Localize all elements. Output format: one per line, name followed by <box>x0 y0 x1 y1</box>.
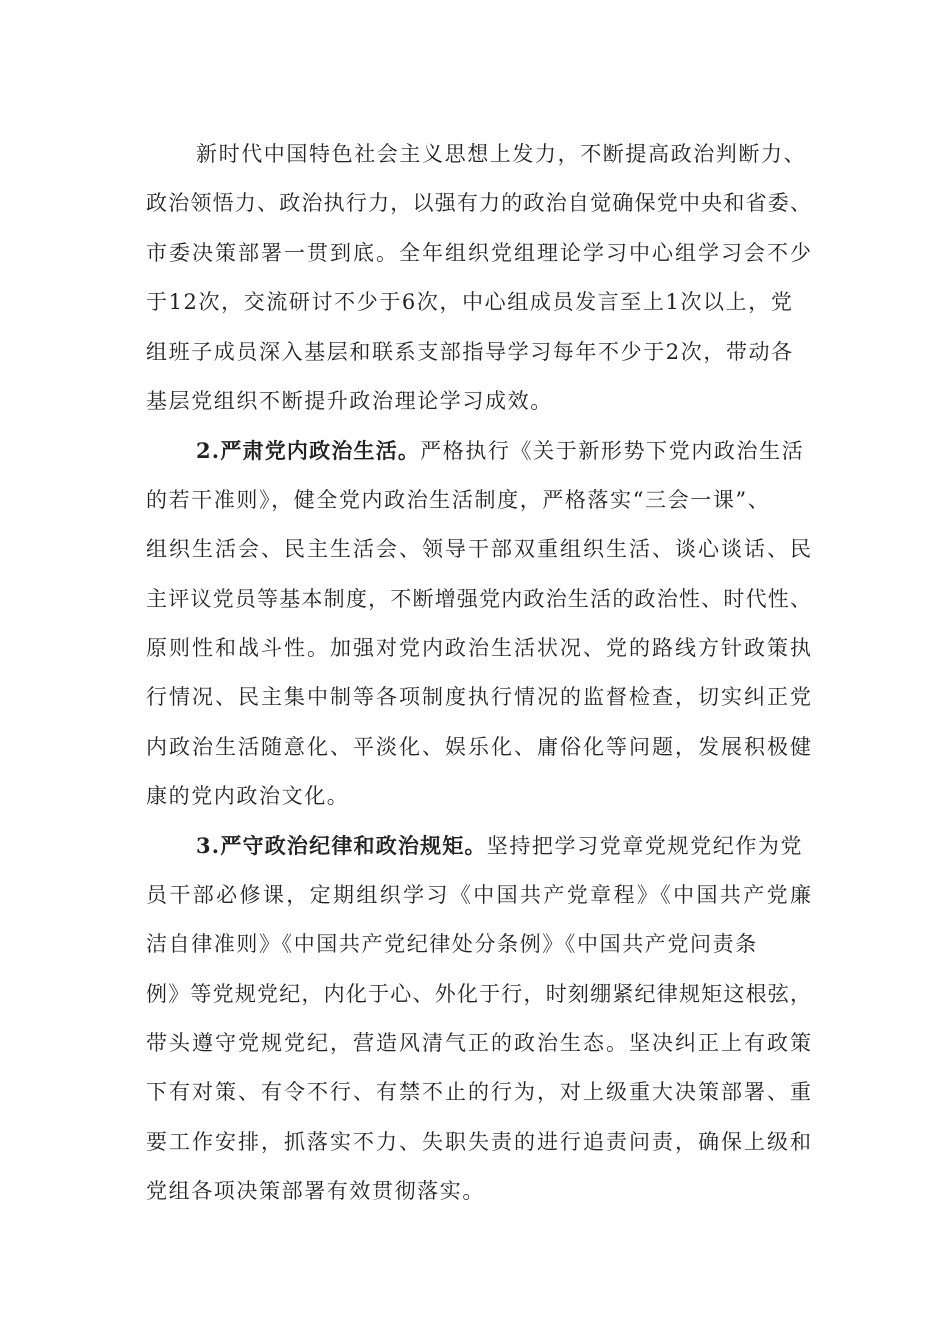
line-text: 原则性和战斗性。加强对党内政治生活状况、党的路线方针政策执 <box>146 635 811 660</box>
text-line <box>146 476 811 525</box>
line-text: 的若干准则》，健全党内政治生活制度，严格落实“三会一课”、 <box>146 487 771 512</box>
line-text: 坚持把学习党章党规党纪作为党 <box>486 834 804 859</box>
line-text: 康的党内政治文化。 <box>146 784 350 809</box>
line-text: 要工作安排，抓落实不力、失职失责的进行追责问责，确保上级和 <box>146 1129 811 1154</box>
line-text: 严格执行《关于新形势下党内政治生活 <box>420 439 805 464</box>
line-text: 党组各项决策部署有效贯彻落实。 <box>146 1179 485 1204</box>
line-text: 组织生活会、民主生活会、领导干部双重组织生活、谈心谈话、民 <box>146 537 811 562</box>
text-line <box>146 278 811 327</box>
text-line <box>146 229 811 278</box>
line-text: 于12次，交流研讨不少于6次，中心组成员发言至上1次以上，党 <box>146 290 794 315</box>
text-line <box>146 525 811 574</box>
line-text: 组班子成员深入基层和联系支部指导学习每年不少于2次，带动各 <box>146 339 794 364</box>
section-heading: 2.严肃党内政治生活。 <box>196 438 421 464</box>
line-text: 政治领悟力、政治执行力，以强有力的政治自觉确保党中央和省委、 <box>146 191 811 216</box>
text-line <box>146 1118 811 1167</box>
line-text: 新时代中国特色社会主义思想上发力，不断提高政治判断力、 <box>196 142 807 166</box>
text-line <box>146 328 811 377</box>
text-line <box>146 920 811 969</box>
text-line <box>146 377 811 426</box>
section-heading-line <box>146 426 811 475</box>
text-line <box>146 673 811 722</box>
line-text: 下有对策、有令不行、有禁不止的行为，对上级重大决策部署、重 <box>146 1080 811 1105</box>
text-line <box>146 1068 811 1117</box>
line-text: 基层党组织不断提升政治理论学习成效。 <box>146 388 553 413</box>
text-line <box>146 1167 811 1216</box>
line-text: 主评议党员等基本制度，不断增强党内政治生活的政治性、时代性、 <box>146 586 811 611</box>
text-line <box>146 871 811 920</box>
document-body <box>146 130 811 1217</box>
section-heading-line <box>146 821 811 870</box>
line-text: 例》等党规党纪，内化于心、外化于行，时刻绷紧纪律规矩这根弦， <box>146 981 811 1006</box>
text-line <box>146 624 811 673</box>
line-text: 洁自律准则》《中国共产党纪律处分条例》《中国共产党问责条 <box>146 932 758 957</box>
text-line <box>146 130 811 179</box>
text-line <box>146 575 811 624</box>
text-line <box>146 772 811 821</box>
text-line <box>146 1019 811 1068</box>
line-text: 市委决策部署一贯到底。全年组织党组理论学习中心组学习会不少 <box>146 240 811 265</box>
line-text: 员干部必修课，定期组织学习《中国共产党章程》《中国共产党廉 <box>146 882 811 907</box>
line-text: 行情况、民主集中制等各项制度执行情况的监督检查，切实纠正党 <box>146 685 811 710</box>
line-text: 内政治生活随意化、平淡化、娱乐化、庸俗化等问题，发展积极健 <box>146 734 811 759</box>
line-text: 带头遵守党规党纪，营造风清气正的政治生态。坚决纠正上有政策 <box>146 1031 811 1056</box>
text-line <box>146 179 811 228</box>
section-heading: 3.严守政治纪律和政治规矩。 <box>196 833 487 859</box>
text-line <box>146 970 811 1019</box>
text-line <box>146 723 811 772</box>
